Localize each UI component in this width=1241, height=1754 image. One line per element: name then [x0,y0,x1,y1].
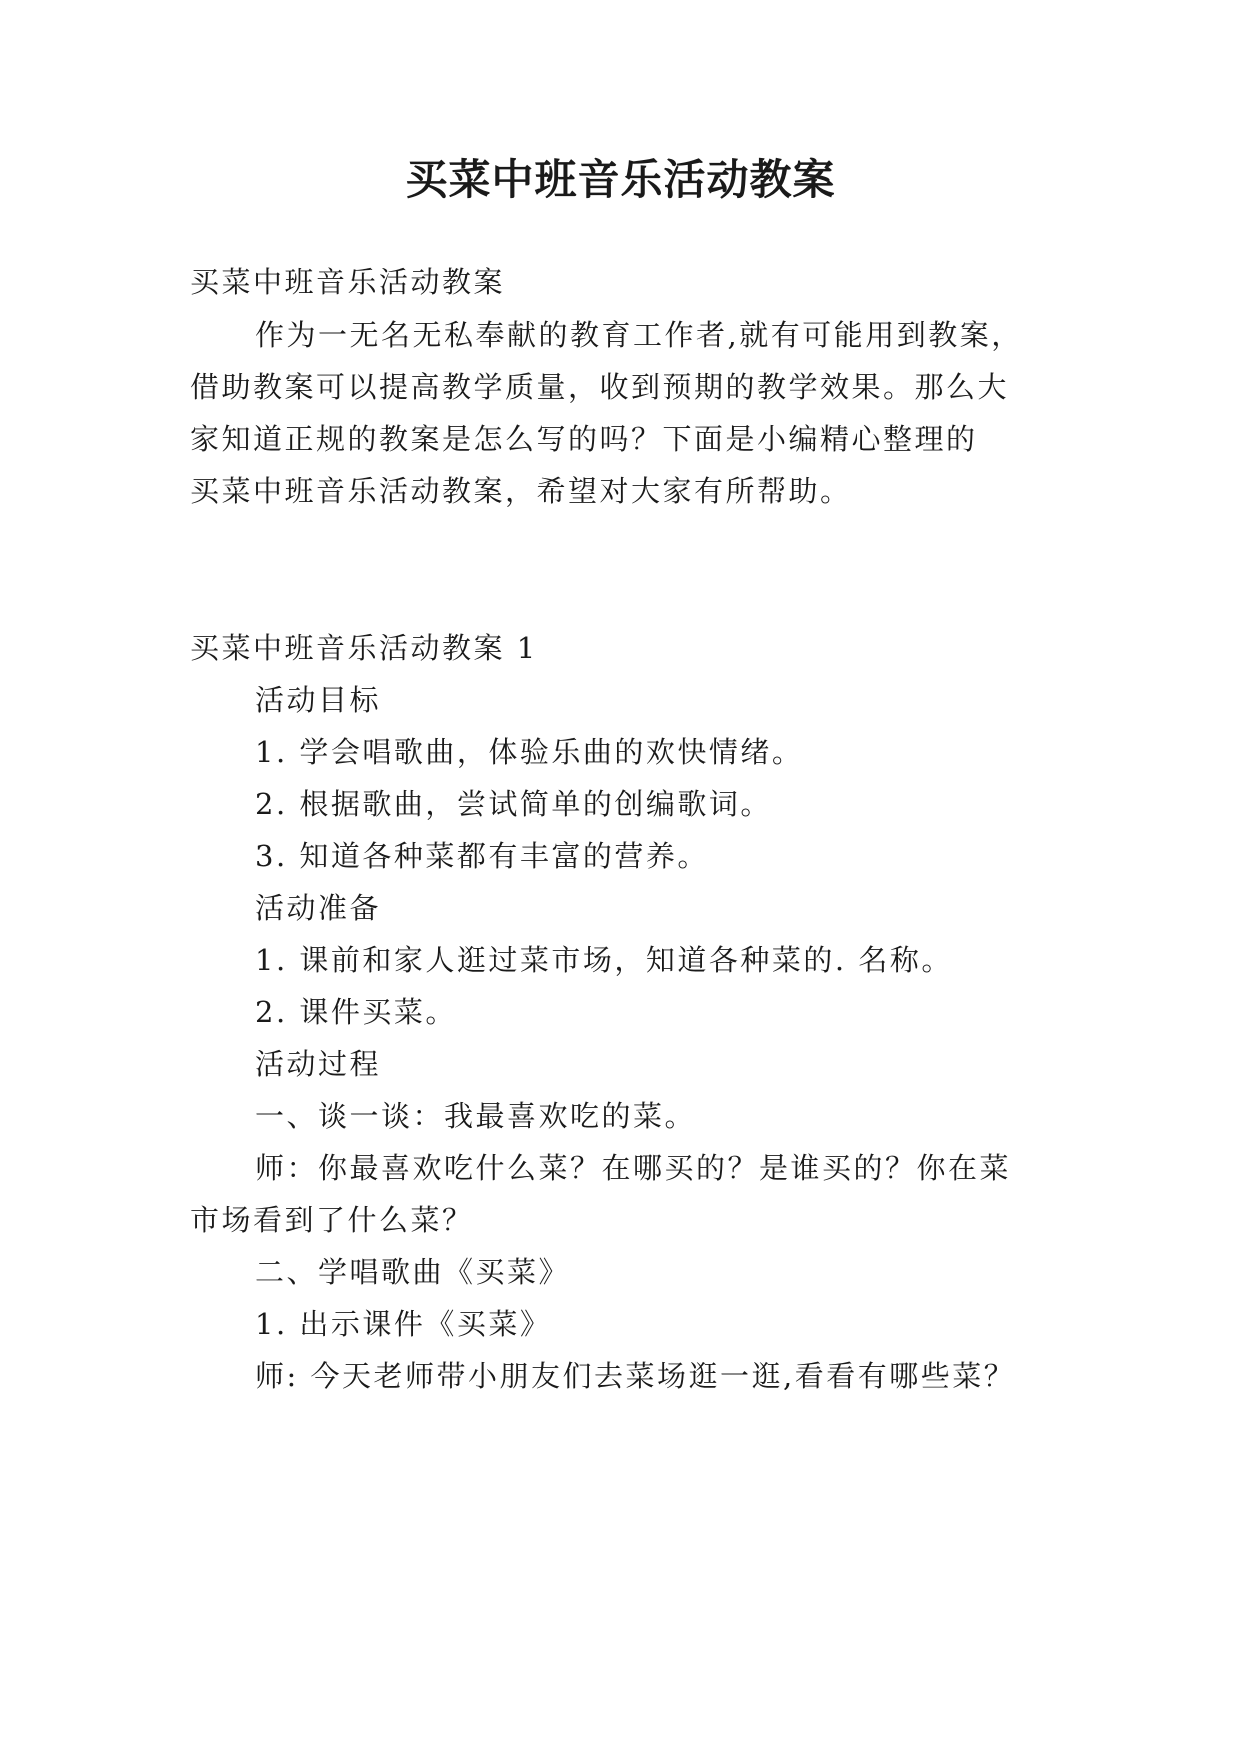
section-heading: 买菜中班音乐活动教案 1 [190,631,538,665]
paragraph-line: 作为一无名无私奉献的教育工作者,就有可能用到教案， [255,318,1023,352]
paragraph-line: 师：你最喜欢吃什么菜？在哪买的？是谁买的？你在菜 [255,1151,1012,1185]
list-item: 1. 课前和家人逛过菜市场，知道各种菜的. 名称。 [255,943,953,977]
paragraph-line: 家知道正规的教案是怎么写的吗？下面是小编精心整理的 [190,422,978,456]
list-item: 1. 学会唱歌曲，体验乐曲的欢快情绪。 [255,735,804,769]
subheading: 活动过程 [255,1047,382,1081]
list-item: 2. 课件买菜。 [255,995,457,1029]
subheading: 活动目标 [255,683,382,717]
paragraph-line: 市场看到了什么菜？ [190,1203,474,1237]
paragraph-line: 二、学唱歌曲《买菜》 [255,1255,571,1289]
paragraph-line: 买菜中班音乐活动教案，希望对大家有所帮助。 [190,474,852,508]
list-item: 2. 根据歌曲，尝试简单的创编歌词。 [255,787,772,821]
paragraph-line: 一、谈一谈：我最喜欢吃的菜。 [255,1099,697,1133]
paragraph-line: 师: 今天老师带小朋友们去菜场逛一逛,看看有哪些菜？ [255,1359,1016,1393]
paragraph-line: 借助教案可以提高教学质量，收到预期的教学效果。那么大 [190,370,1010,404]
document-title: 买菜中班音乐活动教案 [405,155,836,204]
list-item: 1. 出示课件《买菜》 [255,1307,552,1341]
subheading: 活动准备 [255,891,382,925]
list-item: 3. 知道各种菜都有丰富的营养。 [255,839,709,873]
section-heading: 买菜中班音乐活动教案 [190,265,506,299]
